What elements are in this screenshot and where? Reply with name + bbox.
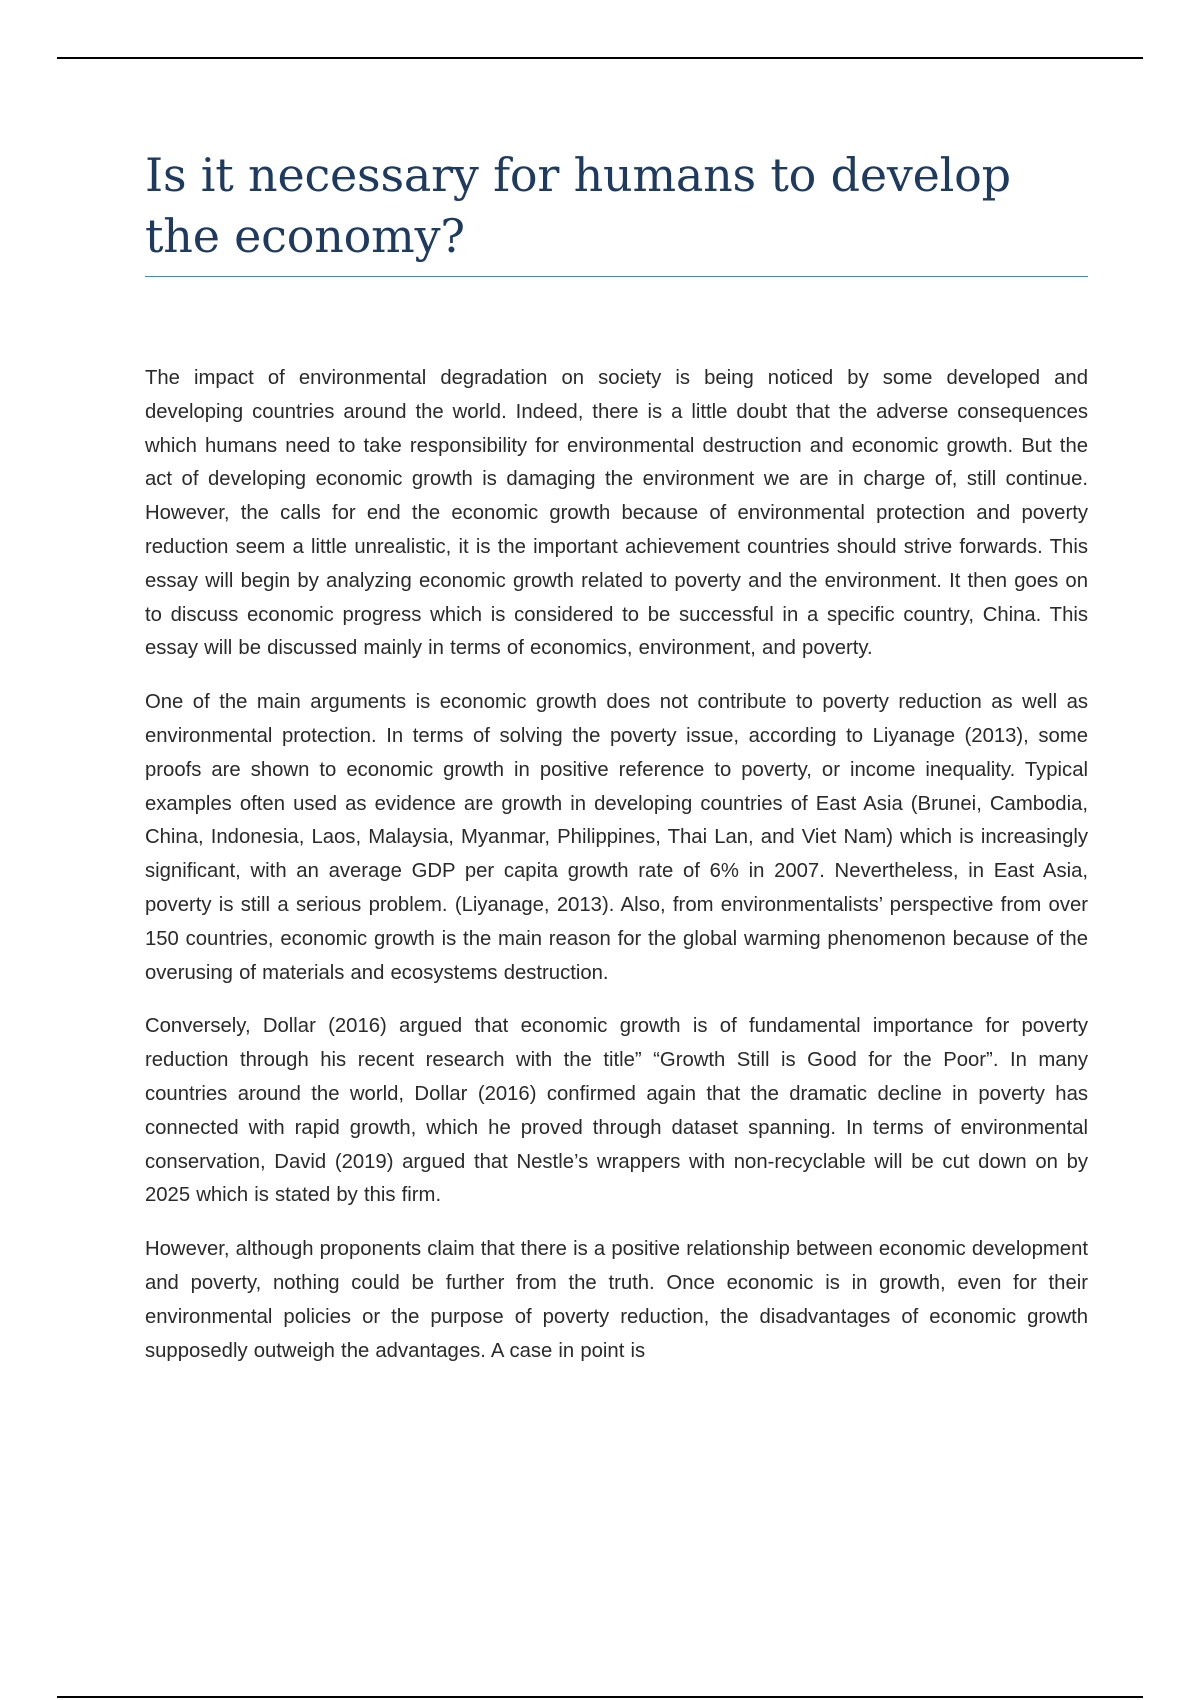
paragraph-1: The impact of environmental degradation on society is being noticed by some developed and developing countries around the world. Indeed, there is a little doubt that the adverse consequences which humans need to take responsibility for environmental destruction and economic growth. But the act of developing economic growth is damaging the environment we are in charge of, still continue. However, the calls for end the economic growth because of environmental protection and poverty reduction seem a little unrealistic, it is the important achievement countries should strive forwards. This essay will begin by analyzing economic growth related to poverty and the environment. It then goes on to discuss economic progress which is considered to be successful in a specific country, China. This essay will be discussed mainly in terms of economics, environment, and poverty.	[145, 367, 1088, 660]
paragraph-4: However, although proponents claim that there is a positive relationship between economic development and poverty, nothing could be further from the truth. Once economic is in growth, even for their environmental policies or the purpose of poverty reduction, the disadvantages of economic growth supposedly outweigh the advantages. A case in point is	[145, 1238, 1088, 1362]
paragraph-3: Conversely, Dollar (2016) argued that economic growth is of fundamental importance for poverty reduction through his recent research with the title” “Growth Still is Good for the Poor”. In many countries around the world, Dollar (2016) confirmed again that the dramatic decline in poverty has connected with rapid growth, which he proved through dataset spanning. In terms of environmental conservation, David (2019) argued that Nestle’s wrappers with non-recyclable will be cut down on by 2025 which is stated by this firm.	[145, 1015, 1088, 1207]
page-top-rule	[57, 57, 1143, 59]
paragraph-2: One of the main arguments is economic growth does not contribute to poverty reduction as well as environmental protection. In terms of solving the poverty issue, according to Liyanage (2013), some proofs are shown to economic growth in positive reference to poverty, or income inequality. Typical examples often used as evidence are growth in developing countries of East Asia (Brunei, Cambodia, China, Indonesia, Laos, Malaysia, Myanmar, Philippines, Thai Lan, and Viet Nam) which is increasingly significant, with an average GDP per capita growth rate of 6% in 2007. Nevertheless, in East Asia, poverty is still a serious problem. (Liyanage, 2013). Also, from environmentalists’ perspective from over 150 countries, economic growth is the main reason for the global warming phenomenon because of the overusing of materials and ecosystems destruction.	[145, 691, 1088, 984]
page-bottom-rule	[57, 1696, 1143, 1698]
title-underline	[145, 276, 1088, 277]
document-body	[145, 362, 1088, 1388]
document-title: Is it necessary for humans to develop the economy?	[145, 148, 1011, 263]
